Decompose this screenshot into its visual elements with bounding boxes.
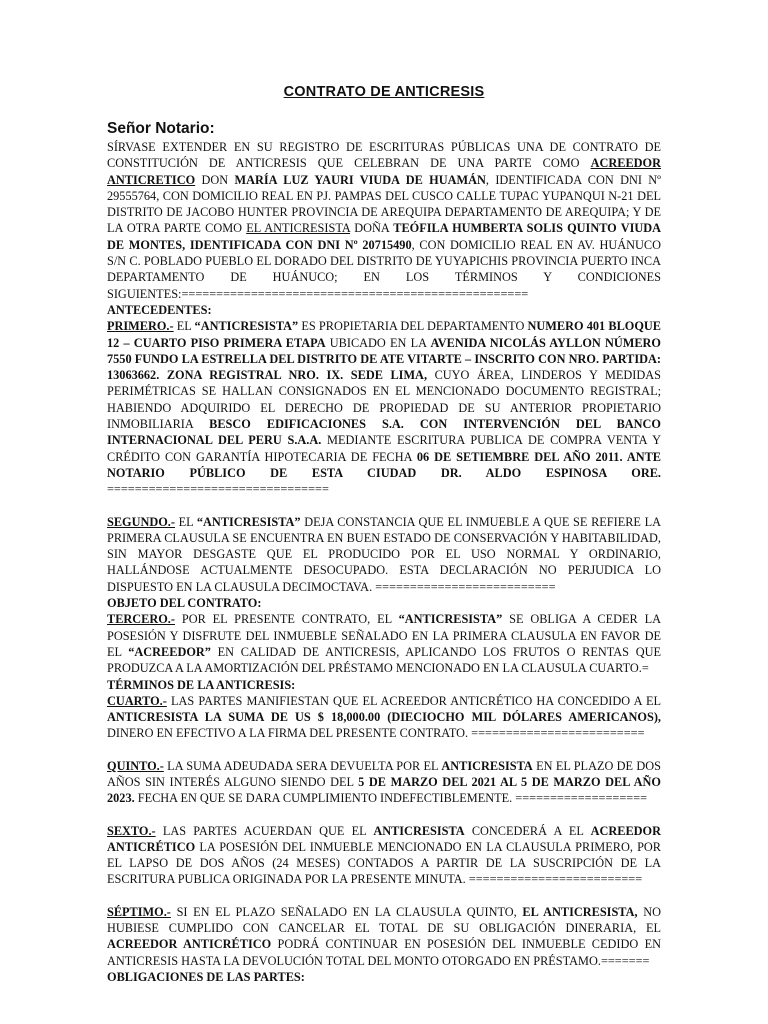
objeto-heading: OBJETO DEL CONTRATO:: [107, 596, 262, 611]
obligaciones-heading: OBLIGACIONES DE LAS PARTES:: [107, 969, 305, 984]
spacer: [107, 807, 661, 823]
spacer: [107, 742, 661, 758]
clause-sexto: SEXTO.- LAS PARTES ACUERDAN QUE EL ANTICRESISTA CONCEDERÁ A EL ACREEDOR ANTICRÉTICO LA POSESIÓN DEL INMUEBLE MENCIONADO EN LA CLAUSULA PRIMERO, POR EL LAPSO DE DOS AÑOS (24 MESES) CONTADOS A PARTIR DE LA SUSCRIPCIÓN DE LA ESCRITURA PUBLICA ORIGINADA POR LA PRESENTE MINUTA. =========================: [107, 823, 661, 887]
spacer: [107, 498, 661, 514]
clause-tercero: TERCERO.- POR EL PRESENTE CONTRATO, EL “ANTICRESISTA” SE OBLIGA A CEDER LA POSESIÓN Y DISFRUTE DEL INMUEBLE SEÑALADO EN LA PRIMERA CLAUSULA EN FAVOR DE EL “ACREEDOR” EN CALIDAD DE ANTICRESIS, APLICANDO LOS FRUTOS O RENTAS QUE PRODUZCA A LA AMORTIZACIÓN DEL PRÉSTAMO MENCIONADO EN LA CLAUSULA CUARTO.=: [107, 612, 661, 676]
intro-paragraph: SÍRVASE EXTENDER EN SU REGISTRO DE ESCRITURAS PÚBLICAS UNA DE CONTRATO DE CONSTITUCIÓN DE ANTICRESIS QUE CELEBRAN DE UNA PARTE COMO ACREEDOR ANTICRETICO DON MARÍA LUZ YAURI VIUDA DE HUAMÁN, IDENTIFICADA CON DNI Nº 29555764, CON DOMICILIO REAL EN PJ. PAMPAS DEL CUSCO CALLE TUPAC YUPANQUI N-21 DEL DISTRITO DE JACOBO HUNTER PROVINCIA DE AREQUIPA DEPARTAMENTO DE AREQUIPA; Y DE LA OTRA PARTE COMO EL ANTICRESISTA DOÑA TEÓFILA HUMBERTA SOLIS QUINTO VIUDA DE MONTES, IDENTIFICADA CON DNI Nº 20715490, CON DOMICILIO REAL EN AV. HUÁNUCO S/N C. POBLADO PUEBLO EL DORADO DEL DISTRITO DE YUYAPICHIS PROVINCIA PUERTO INCA DEPARTAMENTO DE HUÁNUCO; EN LOS TÉRMINOS Y CONDICIONES SIGUIENTES:==================================================: [107, 140, 662, 301]
clause-segundo: SEGUNDO.- EL “ANTICRESISTA” DEJA CONSTANCIA QUE EL INMUEBLE A QUE SE REFIERE LA PRIMERA CLAUSULA SE ENCUENTRA EN BUEN ESTADO DE CONSERVACIÓN Y HABITABILIDAD, SIN MAYOR DESGASTE QUE EL PRODUCIDO POR EL USO NORMAL Y ORDINARIO, HALLÁNDOSE ACTUALMENTE DESOCUPADO. ESTA DECLARACIÓN NO PERJUDICA LO DISPUESTO EN LA CLAUSULA DECIMOCTAVA. ==========================: [107, 514, 662, 594]
document-title: CONTRATO DE ANTICRESIS: [283, 84, 485, 100]
antecedentes-heading: ANTECEDENTES:: [107, 302, 212, 317]
clause-cuarto: CUARTO.- LAS PARTES MANIFIESTAN QUE EL ACREEDOR ANTICRÉTICO HA CONCEDIDO A EL ANTICRESISTA LA SUMA DE US $ 18,000.00 (DIECIOCHO MIL DÓLARES AMERICANOS), DINERO EN EFECTIVO A LA FIRMA DEL PRESENTE CONTRATO. =========================: [107, 693, 661, 741]
terminos-heading: TÉRMINOS DE LA ANTICRESIS:: [107, 677, 296, 692]
clause-quinto: QUINTO.- LA SUMA ADEUDADA SERA DEVUELTA POR EL ANTICRESISTA EN EL PLAZO DE DOS AÑOS SIN INTERÉS ALGUNO SIENDO DEL 5 DE MARZO DEL 2021 AL 5 DE MARZO DEL AÑO 2023. FECHA EN QUE SE DARA CUMPLIMIENTO INDEFECTIBLEMENTE. ===================: [107, 758, 662, 806]
clause-septimo: SÉPTIMO.- SI EN EL PLAZO SEÑALADO EN LA CLAUSULA QUINTO, EL ANTICRESISTA, NO HUBIESE CUMPLIDO CON CANCELAR EL TOTAL DE SU OBLIGACIÓN DINERARIA, EL ACREEDOR ANTICRÉTICO PODRÁ CONTINUAR EN POSESIÓN DEL INMUEBLE CEDIDO EN ANTICRESIS HASTA LA DEVOLUCIÓN TOTAL DEL MONTO OTORGADO EN PRÉSTAMO.=======: [107, 904, 661, 968]
clause-primero: PRIMERO.- EL “ANTICRESISTA” ES PROPIETARIA DEL DEPARTAMENTO NUMERO 401 BLOQUE 12 – CUARTO PISO PRIMERA ETAPA UBICADO EN LA AVENIDA NICOLÁS AYLLON NÚMERO 7550 FUNDO LA ESTRELLA DEL DISTRITO DE ATE VITARTE – INSCRITO CON NRO. PARTIDA: 13063662. ZONA REGISTRAL NRO. IX. SEDE LIMA, CUYO ÁREA, LINDEROS Y MEDIDAS PERIMÉTRICAS SE HALLAN CONSIGNADOS EN EL MENCIONADO DOCUMENTO REGISTRAL; HABIENDO ADQUIRIDO EL DERECHO DE PROPIEDAD DE SU ANTERIOR PROPIETARIO INMOBILIARIA BESCO EDIFICACIONES S.A. CON INTERVENCIÓN DEL BANCO INTERNACIONAL DEL PERU S.A.A. MEDIANTE ESCRITURA PUBLICA DE COMPRA VENTA Y CRÉDITO CON GARANTÍA HIPOTECARIA DE FECHA 06 DE SETIEMBRE DEL AÑO 2011. ANTE NOTARIO PÚBLICO DE ESTA CIUDAD DR. ALDO ESPINOSA ORE. ================================: [107, 319, 661, 497]
salutation: Señor Notario:: [107, 120, 215, 137]
spacer: [107, 888, 661, 904]
